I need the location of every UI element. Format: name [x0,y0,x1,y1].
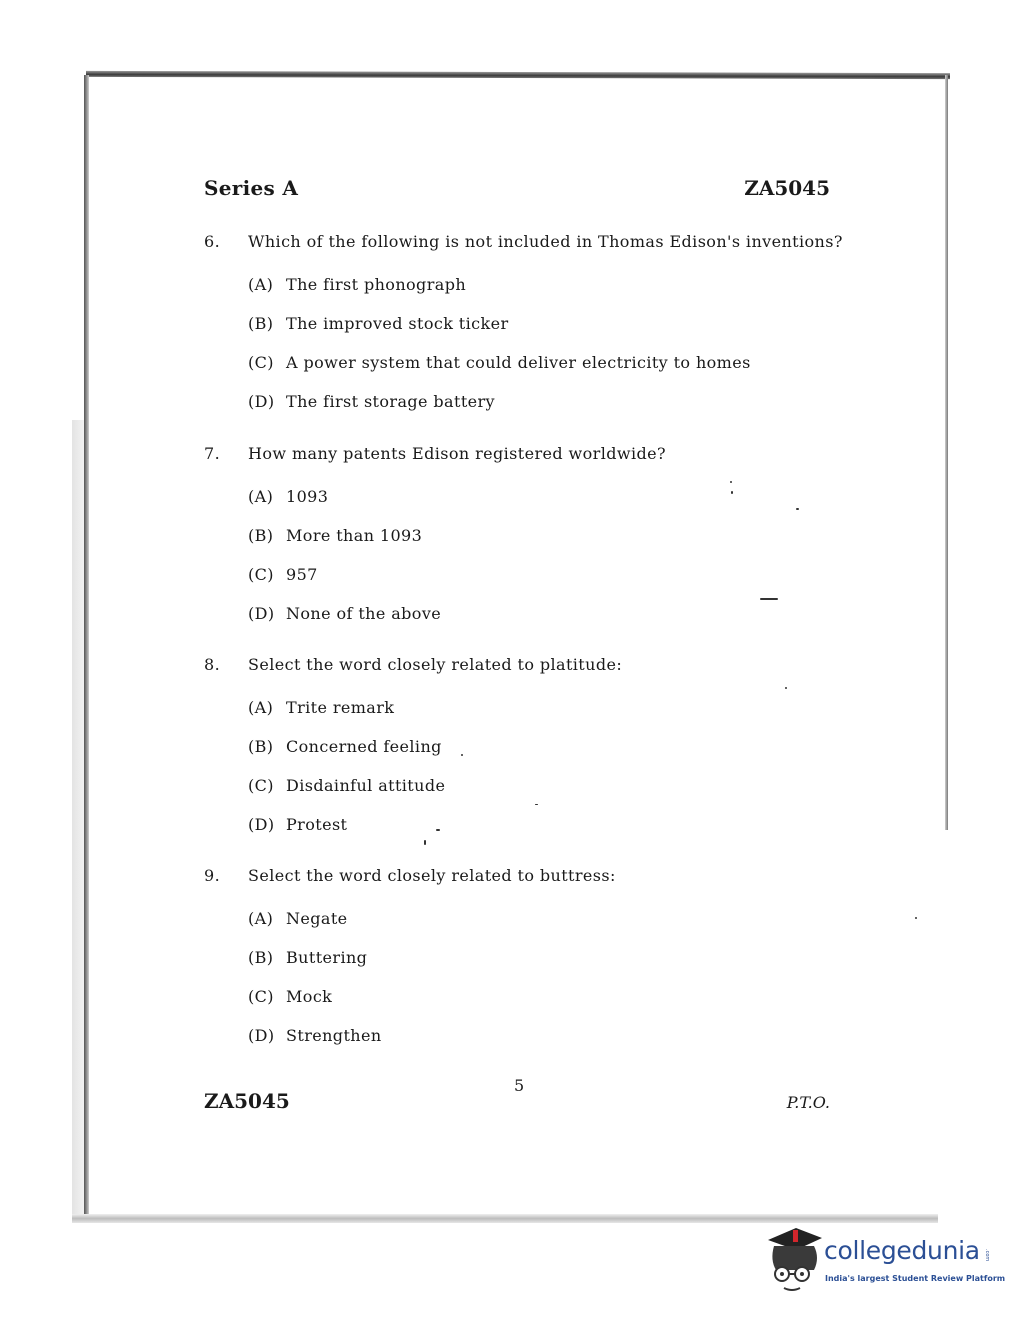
option-text: Buttering [286,948,368,967]
scan-speck [760,598,778,600]
option-letter: (B) [248,737,274,756]
option-letter: (D) [248,815,275,834]
option-letter: (B) [248,526,274,545]
collegedunia-logo[interactable] [766,1226,1006,1296]
option-letter: (B) [248,314,274,333]
option-d [248,1026,382,1045]
page-border-left [84,75,89,1223]
option-b [248,314,509,333]
page-number: 5 [514,1076,525,1095]
series-label: Series A [204,176,299,200]
option-c [248,353,751,372]
question-number: 8. [204,655,221,674]
scan-speck [731,491,733,494]
option-c [248,987,332,1006]
option-text: More than 1093 [286,526,423,545]
scan-speck [730,481,732,483]
option-b [248,948,367,967]
question-number: 6. [204,232,221,251]
option-letter: (A) [248,487,274,506]
scan-speck [424,840,426,845]
scan-speck [461,754,463,756]
scan-speck [796,508,799,510]
pto-label: P.T.O. [786,1093,830,1112]
option-text: A power system that could deliver electricity to homes [286,353,751,372]
option-a [248,275,466,294]
scan-speck [785,687,787,689]
option-letter: (B) [248,948,274,967]
option-text: Negate [286,909,348,928]
brand-domain: .com [984,1249,990,1262]
option-text: Mock [286,987,333,1006]
option-text: Trite remark [286,698,395,717]
option-letter: (D) [248,392,275,411]
option-text: Protest [286,815,348,834]
scan-speck [436,829,440,831]
option-b [248,526,422,545]
option-letter: (C) [248,353,274,372]
option-a [248,698,394,717]
option-text: Strengthen [286,1026,382,1045]
option-text: None of the above [286,604,442,623]
option-text: The improved stock ticker [286,314,509,333]
scan-speck [915,917,917,919]
page-border-top [86,71,950,79]
page-border-right [945,75,948,830]
option-c [248,776,445,795]
question-number: 7. [204,444,221,463]
graduate-mascot-icon [766,1226,824,1292]
option-letter: (D) [248,604,275,623]
paper-code-footer: ZA5045 [204,1089,290,1113]
option-letter: (C) [248,987,274,1006]
option-letter: (A) [248,909,274,928]
question-text: Which of the following is not included in Thomas Edison's inventions? [248,232,843,251]
option-d [248,392,495,411]
option-b [248,737,442,756]
option-text: Concerned feeling [286,737,442,756]
paper-code-header: ZA5045 [744,176,830,200]
page-border-bottom [72,1214,938,1223]
brand-name: collegedunia [824,1236,980,1265]
question-number: 9. [204,866,221,885]
scan-speck [535,804,538,805]
option-letter: (A) [248,698,274,717]
option-text: The first phonograph [286,275,467,294]
option-text: Disdainful attitude [286,776,446,795]
option-letter: (A) [248,275,274,294]
option-letter: (C) [248,565,274,584]
option-text: 957 [286,565,318,584]
question-text: Select the word closely related to platitude: [248,655,623,674]
option-letter: (D) [248,1026,275,1045]
question-text: How many patents Edison registered worldwide? [248,444,666,463]
option-text: 1093 [286,487,329,506]
option-d [248,604,441,623]
brand-tagline: India's largest Student Review Platform [825,1274,1006,1283]
option-text: The first storage battery [286,392,495,411]
option-a [248,909,348,928]
option-d [248,815,347,834]
option-a [248,487,328,506]
question-text: Select the word closely related to buttress: [248,866,616,885]
option-c [248,565,318,584]
option-letter: (C) [248,776,274,795]
